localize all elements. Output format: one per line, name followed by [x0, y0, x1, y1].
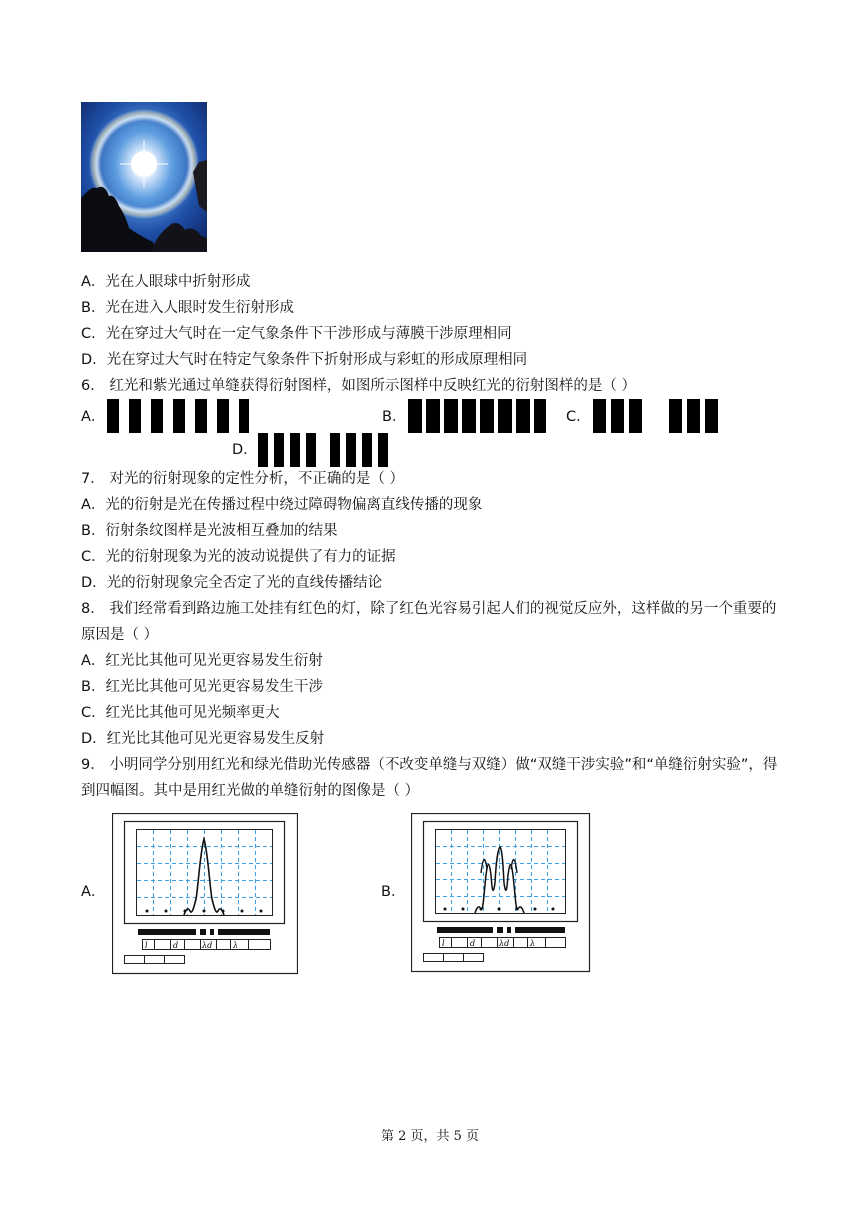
q6-pattern-a — [107, 399, 249, 433]
q6-label-b: B． — [382, 409, 407, 425]
q8-stem-line2: 原因是（ ） — [81, 627, 159, 643]
panel-b-label-l: l — [442, 939, 445, 948]
q5-option-b: B．光在进入人眼时发生衍射形成 — [81, 300, 294, 316]
q8-option-b: B．红光比其他可见光更容易发生干涉 — [81, 679, 323, 695]
q6-label-c: C． — [566, 409, 591, 425]
q7-option-d: D．光的衍射现象完全否定了光的直线传播结论 — [81, 575, 383, 591]
panel-a-label-ld: λd — [202, 941, 213, 950]
q9-scope-a — [112, 813, 298, 975]
panel-a-label-d: d — [173, 941, 179, 950]
q9-label-b: B． — [381, 884, 406, 900]
q5-option-a: A．光在人眼球中折射形成 — [81, 274, 251, 290]
q6-pattern-b — [408, 399, 546, 433]
q9-stem-line2: 到四幅图。其中是用红光做的单缝衍射的图像是（ ） — [81, 783, 420, 799]
q6-pattern-d — [258, 433, 390, 467]
q6-pattern-c — [593, 399, 723, 433]
sun-halo-photo — [81, 102, 207, 252]
panel-b-label-ld: λd — [499, 939, 510, 948]
panel-b-label-d: d — [470, 939, 476, 948]
page-footer: 第 2 页，共 5 页 — [380, 1129, 480, 1144]
q9-stem-line1: 9． 小明同学分别用红光和绿光借助光传感器（不改变单缝与双缝）做“双缝干涉实验”和“单缝衍射实验”，得 — [81, 757, 778, 773]
q8-stem-line1: 8． 我们经常看到路边施工处挂有红色的灯，除了红色光容易引起人们的视觉反应外，这样做的另一个重要的 — [81, 601, 777, 617]
panel-a-label-lambda: λ — [233, 941, 239, 950]
q8-option-c: C．红光比其他可见光频率更大 — [81, 705, 280, 721]
q7-stem: 7． 对光的衍射现象的定性分析，不正确的是（ ） — [81, 471, 404, 487]
panel-b-label-lambda: λ — [530, 939, 536, 948]
panel-a-label-l: l — [145, 941, 148, 950]
q6-stem: 6． 红光和紫光通过单缝获得衍射图样，如图所示图样中反映红光的衍射图样的是（ ） — [81, 378, 636, 394]
q7-option-a: A．光的衍射是光在传播过程中绕过障碍物偏离直线传播的现象 — [81, 497, 483, 513]
q8-option-a: A．红光比其他可见光更容易发生衍射 — [81, 653, 323, 669]
q6-label-a: A． — [81, 409, 106, 425]
q5-option-d: D．光在穿过大气时在特定气象条件下折射形成与彩虹的形成原理相同 — [81, 352, 528, 368]
q9-label-a: A． — [81, 884, 106, 900]
q6-label-d: D． — [232, 442, 258, 458]
q8-option-d: D．红光比其他可见光更容易发生反射 — [81, 731, 325, 747]
q9-scope-b — [411, 813, 591, 973]
q7-option-b: B．衍射条纹图样是光波相互叠加的结果 — [81, 523, 338, 539]
q7-option-c: C．光的衍射现象为光的波动说提供了有力的证据 — [81, 549, 396, 565]
q5-option-c: C．光在穿过大气时在一定气象条件下干涉形成与薄膜干涉原理相同 — [81, 326, 512, 342]
